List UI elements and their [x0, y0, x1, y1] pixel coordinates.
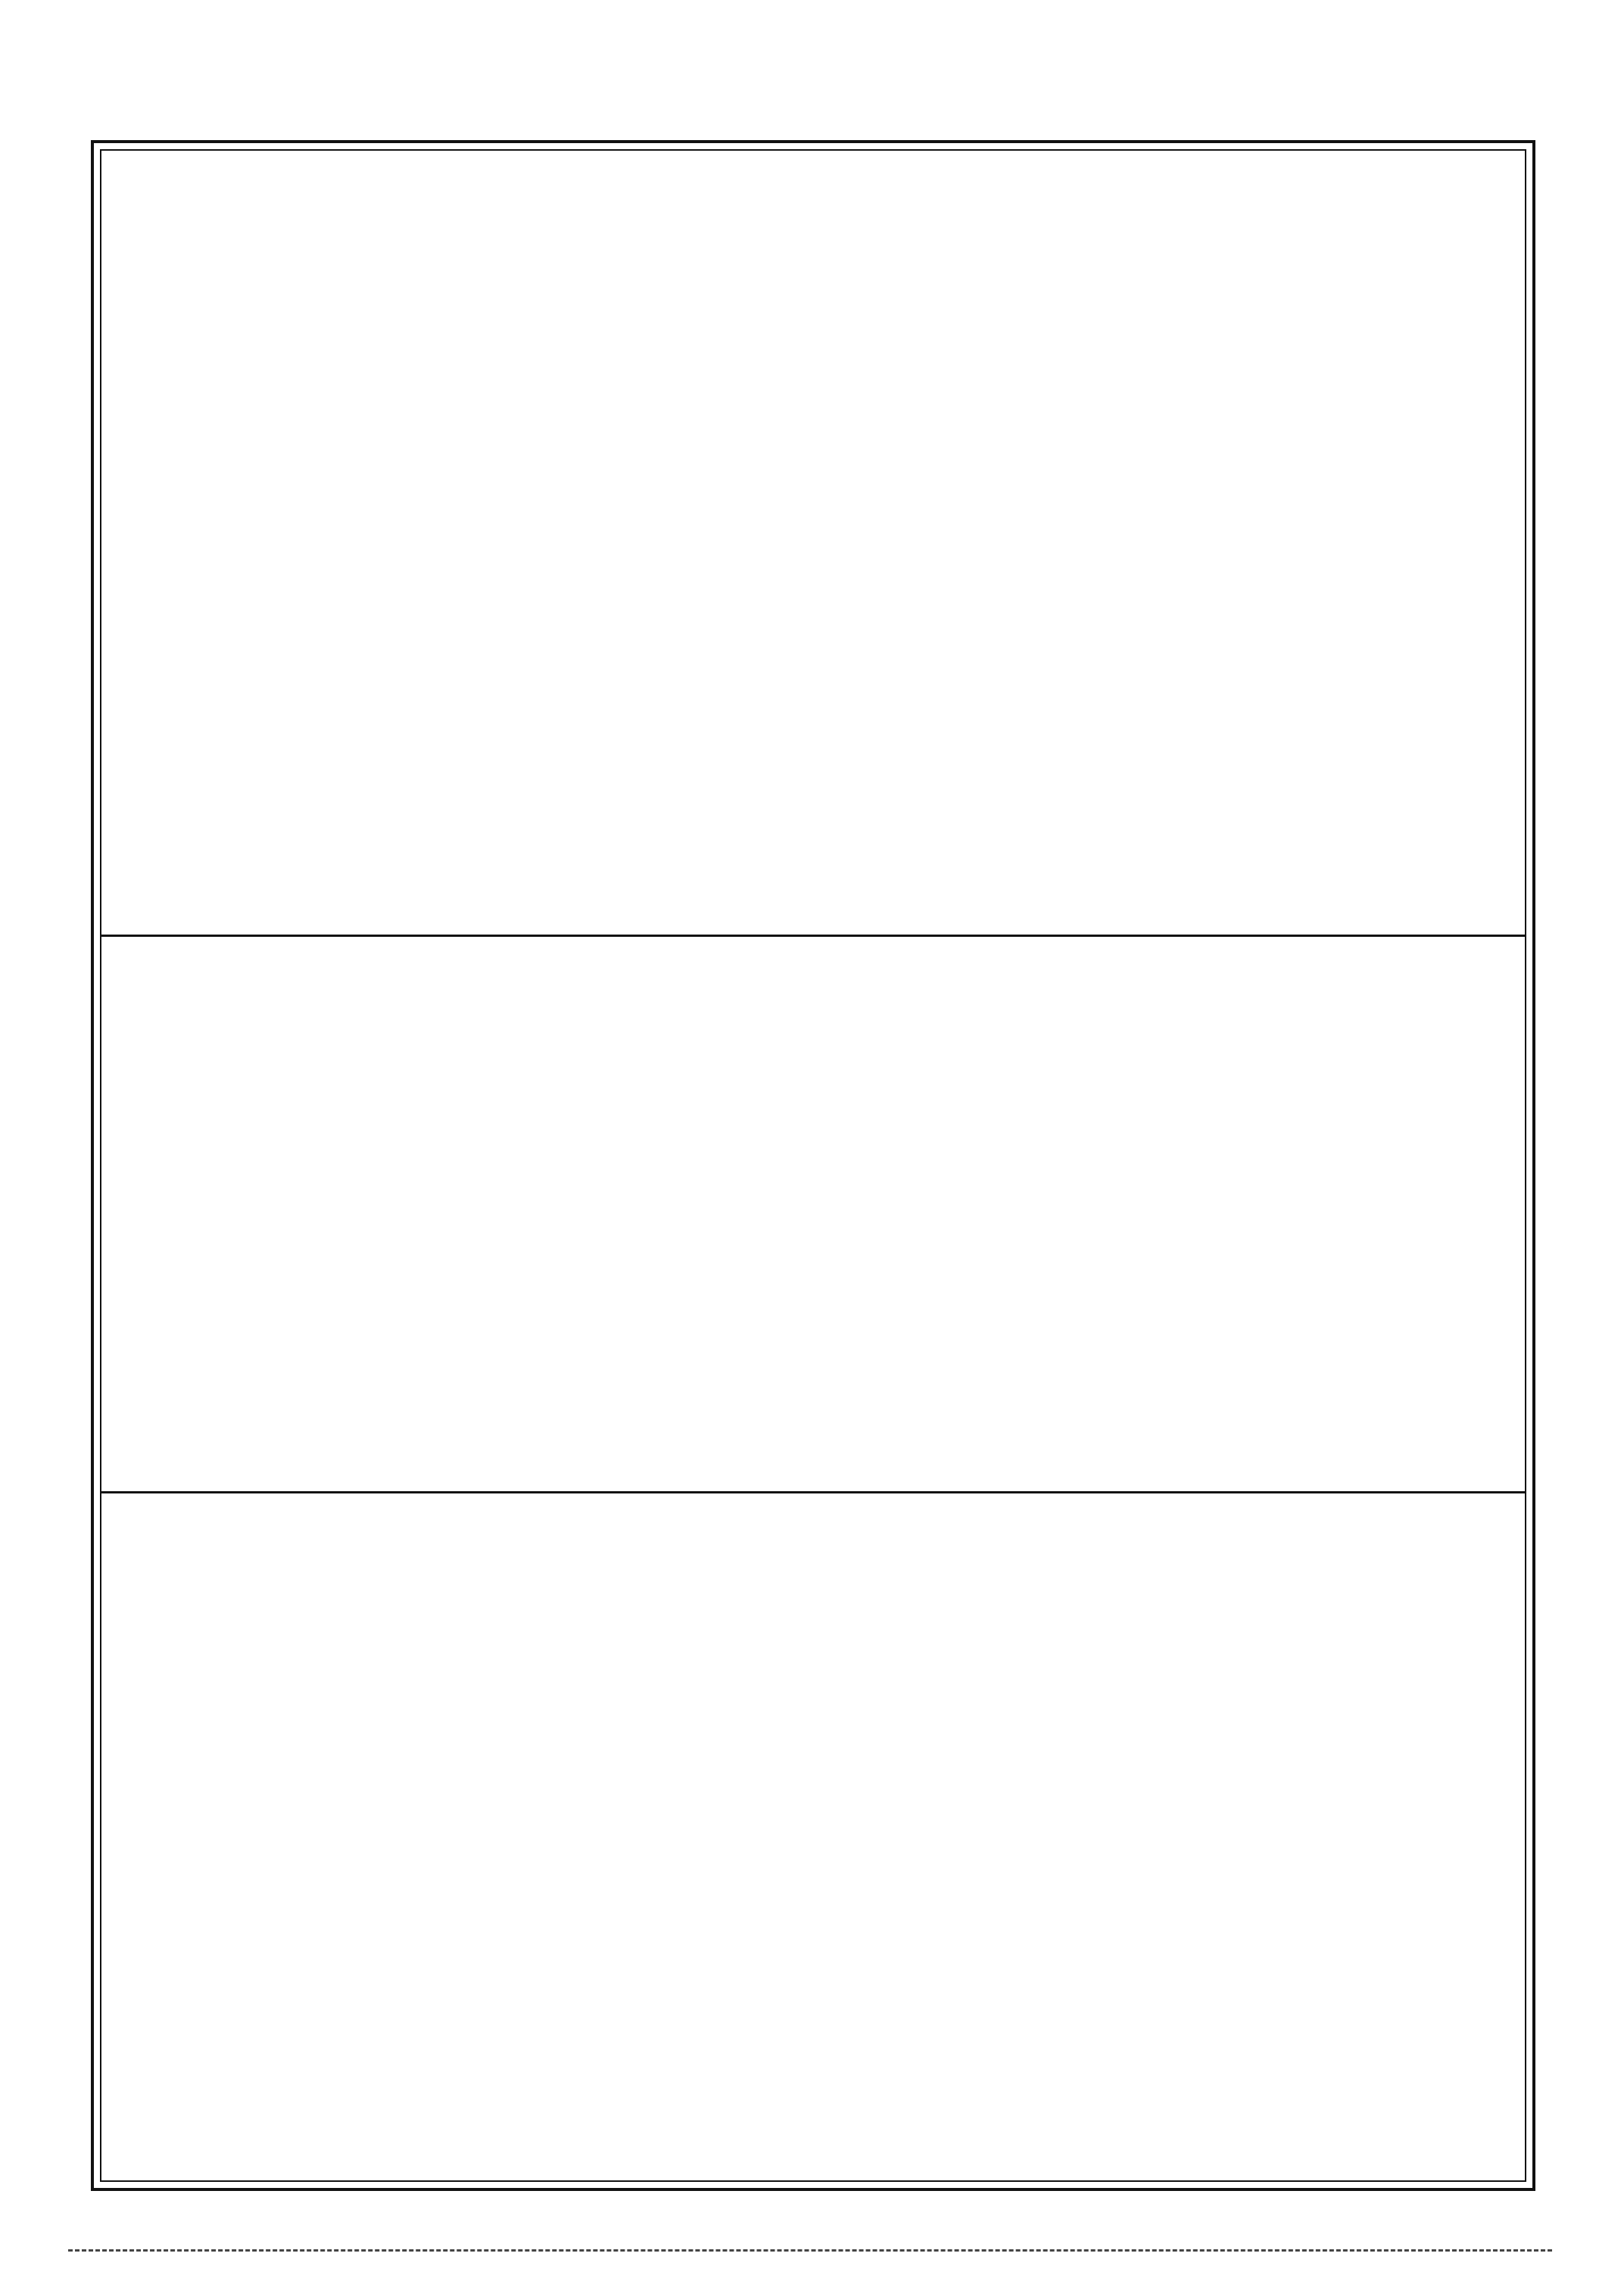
top-tier — [128, 181, 1498, 919]
tier-divider-top — [101, 935, 1525, 937]
tier-divider-bottom — [101, 1491, 1525, 1493]
bottom-dashed-rule — [68, 2249, 1552, 2252]
inner-frame — [100, 149, 1526, 2182]
page-frame — [91, 140, 1535, 2191]
middle-tier — [128, 950, 1498, 1480]
bottom-tier — [128, 1506, 1498, 2173]
